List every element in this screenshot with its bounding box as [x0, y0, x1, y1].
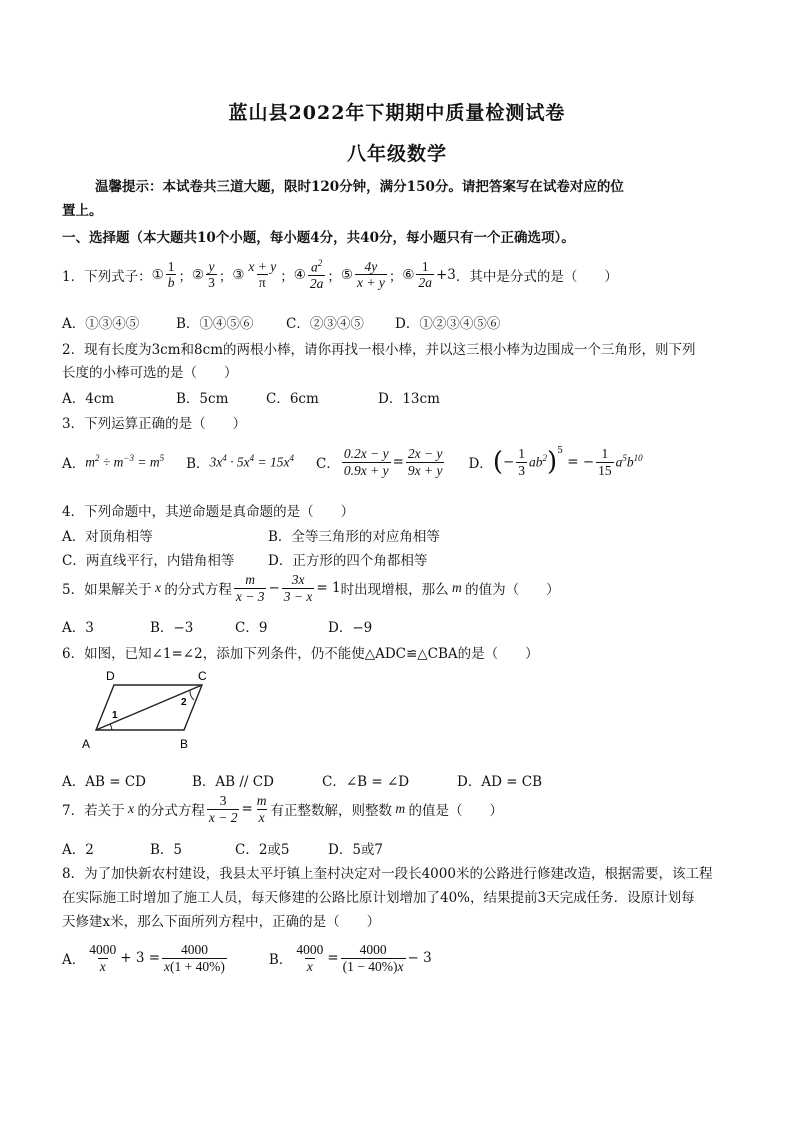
q8-label-a: A． — [62, 952, 86, 969]
q7-mid: 的分式方程 — [137, 803, 205, 820]
question-7: 7．若关于 x 的分式方程 $\frac{3}{x - 2}$ = $\frac{m}{x}$ 有正整数解，则整数 m 的值是（ ） — [62, 793, 504, 825]
q2-line-1: 2．现有长度为3cm和8cm的两根小棒，请你再找一根小棒，并以这三根小棒为边围成一个三角形，则下列 — [62, 342, 696, 358]
q8-label-b: B． — [268, 952, 293, 969]
q4-option-c: C．两直线平行，内错角相等 — [62, 553, 235, 569]
q7-end: 的值是（ ） — [408, 803, 504, 820]
q8-options: A． $\frac{4000}{x}$ + 3 = $\frac{4000}{x(1 + 40\%)}$ B． $\frac{4000}{x}$ = $\frac{4000}{(1 - 40\%)x}$ − 3 — [62, 942, 432, 974]
q3-label-a: A． — [62, 456, 86, 473]
q3-label-b: B． — [186, 456, 210, 473]
q7-option-d: D．5或7 — [328, 842, 384, 858]
label-d: D — [106, 669, 115, 683]
q6-option-a: A．AB = CD — [62, 774, 146, 790]
q7-option-c: C．2或5 — [235, 842, 290, 858]
q3-label-c: C． — [316, 456, 340, 473]
q2-option-d: D．13cm — [378, 391, 440, 407]
page-subtitle: 八年级数学 — [346, 143, 447, 165]
q2-option-b: B．5cm — [176, 391, 229, 407]
q5-option-c: C．9 — [235, 620, 268, 636]
page-title: 蓝山县2022年下期期中质量检测试卷 — [228, 102, 566, 124]
q1-option-a: A．①③④⑤ — [62, 316, 140, 332]
q3-options: A． $m^2 \div m^{-3} = m^5$ B． $3x^4 \cdot 5x^4 = 15x^4$ C． $\frac{0.2x - y}{0.9x + y}$ = $\frac{2x - y}{9x + y}$ D． ( − $\frac{1}{3}$ $ab^2$ ) $^5$ = − $\frac{1}{15}$ $a^5b^{10}$ — [62, 446, 643, 478]
q3-label-d: D． — [468, 456, 493, 473]
notice-line-2: 置上。 — [62, 203, 103, 219]
notice-line-1: 温馨提示：本试卷共三道大题，限时120分钟，满分150分。请把答案写在试卷对应的位 — [95, 179, 624, 195]
q5-prefix: 5．如果解关于 — [62, 582, 152, 599]
q2-line-2: 长度的小棒可选的是（ ） — [62, 365, 238, 381]
q1-prefix: 1．下列式子： — [62, 268, 152, 285]
label-a: A — [82, 737, 91, 751]
q7-prefix: 7．若关于 — [62, 803, 125, 820]
q5-mid: 的分式方程 — [164, 582, 232, 599]
q6-option-c: C．∠B = ∠D — [322, 774, 410, 790]
section-heading: 一、选择题（本大题共10个小题，每小题4分，共40分，每小题只有一个正确选项）。 — [62, 230, 575, 246]
q5-option-d: D．−9 — [328, 620, 373, 636]
q1-option-d: D．①②③④⑤⑥ — [395, 316, 501, 332]
q1-option-b: B．①④⑤⑥ — [176, 316, 254, 332]
q3-stem: 3．下列运算正确的是（ ） — [62, 416, 247, 432]
q7-suffix: 有正整数解，则整数 — [270, 803, 393, 820]
q5-end: 的值为（ ） — [465, 582, 560, 599]
q8-line-1: 8．为了加快新农村建设，我县太平圩镇上奎村决定对一段长4000米的公路进行修建改造，根据需要，该工程 — [62, 866, 713, 882]
label-b: B — [180, 737, 189, 751]
q5-suffix: 时出现增根，那么 — [340, 582, 449, 599]
question-1: 1．下列式子： ① $\frac{1}{b}$ ； ② $\frac{y}{3}$ ； ③ $\frac{x + y}{\pi}$ ； ④ $\frac{a^2}{2a}$ ； ⑤ $\frac{4y}{x + y}$ ； ⑥ $\frac{1}{2a}$ +3 ．其中是分式的是（ ） — [62, 258, 618, 292]
q4-option-a: A．对顶角相等 — [62, 529, 153, 545]
parallelogram-figure — [78, 664, 228, 756]
question-5: 5．如果解关于 x 的分式方程 $\frac{m}{x - 3}$ − $\frac{3x}{3 - x}$ = 1 时出现增根，那么 m 的值为（ ） — [62, 572, 560, 604]
q8-line-2: 在实际施工时增加了施工人员，每天修建的公路比原计划增加了40%，结果提前3天完成任务．设原计划每 — [62, 890, 695, 906]
q6-stem: 6．如图，已知∠1=∠2，添加下列条件，仍不能使△ADC≌△CBA的是（ ） — [62, 646, 539, 662]
q4-stem: 4．下列命题中，其逆命题是真命题的是（ ） — [62, 504, 355, 520]
label-angle-2: 2 — [181, 697, 187, 708]
q1-option-c: C．②③④⑤ — [286, 316, 364, 332]
q6-option-b: B．AB // CD — [192, 774, 274, 790]
q7-option-a: A．2 — [62, 842, 94, 858]
q5-option-a: A．3 — [62, 620, 94, 636]
q5-option-b: B．−3 — [150, 620, 194, 636]
q2-option-c: C．6cm — [266, 391, 319, 407]
q1-suffix: ．其中是分式的是（ ） — [455, 268, 618, 285]
angle-2-arc — [190, 690, 194, 700]
label-c: C — [198, 669, 207, 683]
q2-option-a: A．4cm — [62, 391, 115, 407]
q7-option-b: B．5 — [150, 842, 183, 858]
q4-option-d: D．正方形的四个角都相等 — [268, 553, 428, 569]
q6-option-d: D．AD = CB — [457, 774, 543, 790]
angle-1-arc — [110, 724, 112, 730]
q4-option-b: B．全等三角形的对应角相等 — [268, 529, 440, 545]
label-angle-1: 1 — [112, 710, 118, 721]
q8-line-3: 天修建x米，那么下面所列方程中，正确的是（ ） — [62, 914, 381, 930]
